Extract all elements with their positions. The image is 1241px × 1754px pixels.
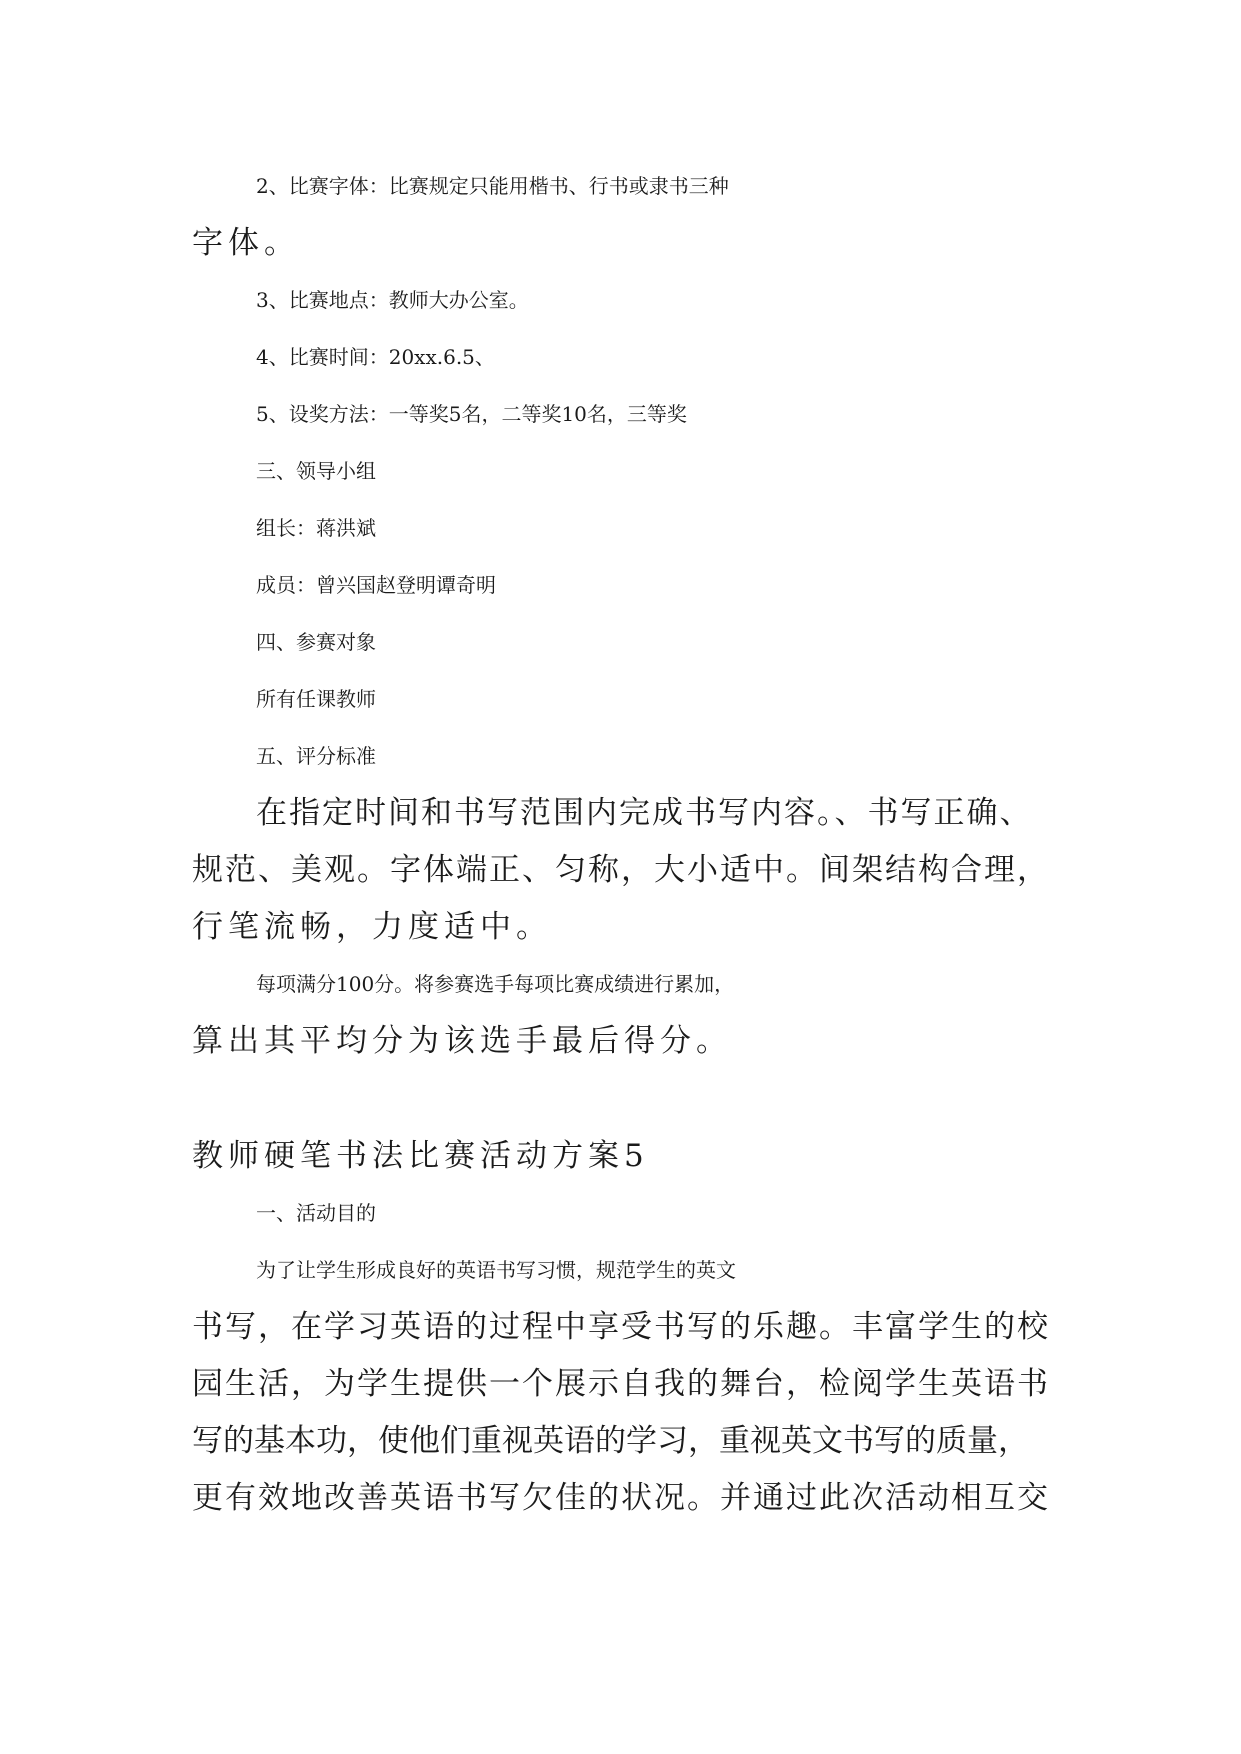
score-paragraph-line-2: 算出其平均分为该选手最后得分。 — [192, 1023, 732, 1059]
rule-awards: 5、设奖方法：一等奖5名，二等奖10名，三等奖 — [256, 402, 687, 426]
purpose-paragraph-line-1: 为了让学生形成良好的英语书写习惯，规范学生的英文 — [256, 1258, 736, 1282]
members-line: 成员：曾兴国赵登明谭奇明 — [256, 573, 496, 597]
purpose-paragraph-line-4: 写的基本功，使他们重视英语的学习，重视英文书写的质量， — [192, 1423, 1029, 1459]
scoring-paragraph-line-3: 行笔流畅，力度适中。 — [192, 909, 552, 945]
purpose-paragraph-line-5: 更有效地改善英语书写欠佳的状况。并通过此次活动相互交 — [192, 1480, 1050, 1516]
rule-location: 3、比赛地点：教师大办公室。 — [256, 288, 529, 312]
scoring-paragraph-line-1: 在指定时间和书写范围内完成书写内容。、书写正确、 — [256, 795, 1033, 831]
rule-time: 4、比赛时间：20xx.6.5、 — [256, 345, 495, 369]
section-heading-scoring: 五、评分标准 — [256, 744, 376, 768]
rule-font-line-1: 2、比赛字体：比赛规定只能用楷书、行书或隶书三种 — [256, 174, 729, 198]
section-heading-leadership: 三、领导小组 — [256, 459, 376, 483]
score-paragraph-line-1: 每项满分100分。将参赛选手每项比赛成绩进行累加， — [256, 972, 735, 996]
plan-title: 教师硬笔书法比赛活动方案5 — [192, 1138, 649, 1174]
participants-line: 所有任课教师 — [256, 687, 376, 711]
purpose-paragraph-line-3: 园生活，为学生提供一个展示自我的舞台，检阅学生英语书 — [192, 1366, 1050, 1402]
section-heading-participants: 四、参赛对象 — [256, 630, 376, 654]
rule-font-line-2: 字体。 — [192, 225, 300, 261]
section-heading-purpose: 一、活动目的 — [256, 1201, 376, 1225]
leader-line: 组长：蒋洪斌 — [256, 516, 376, 540]
scoring-paragraph-line-2: 规范、美观。字体端正、匀称，大小适中。间架结构合理， — [192, 852, 1050, 888]
purpose-paragraph-line-2: 书写，在学习英语的过程中享受书写的乐趣。丰富学生的校 — [192, 1309, 1050, 1345]
